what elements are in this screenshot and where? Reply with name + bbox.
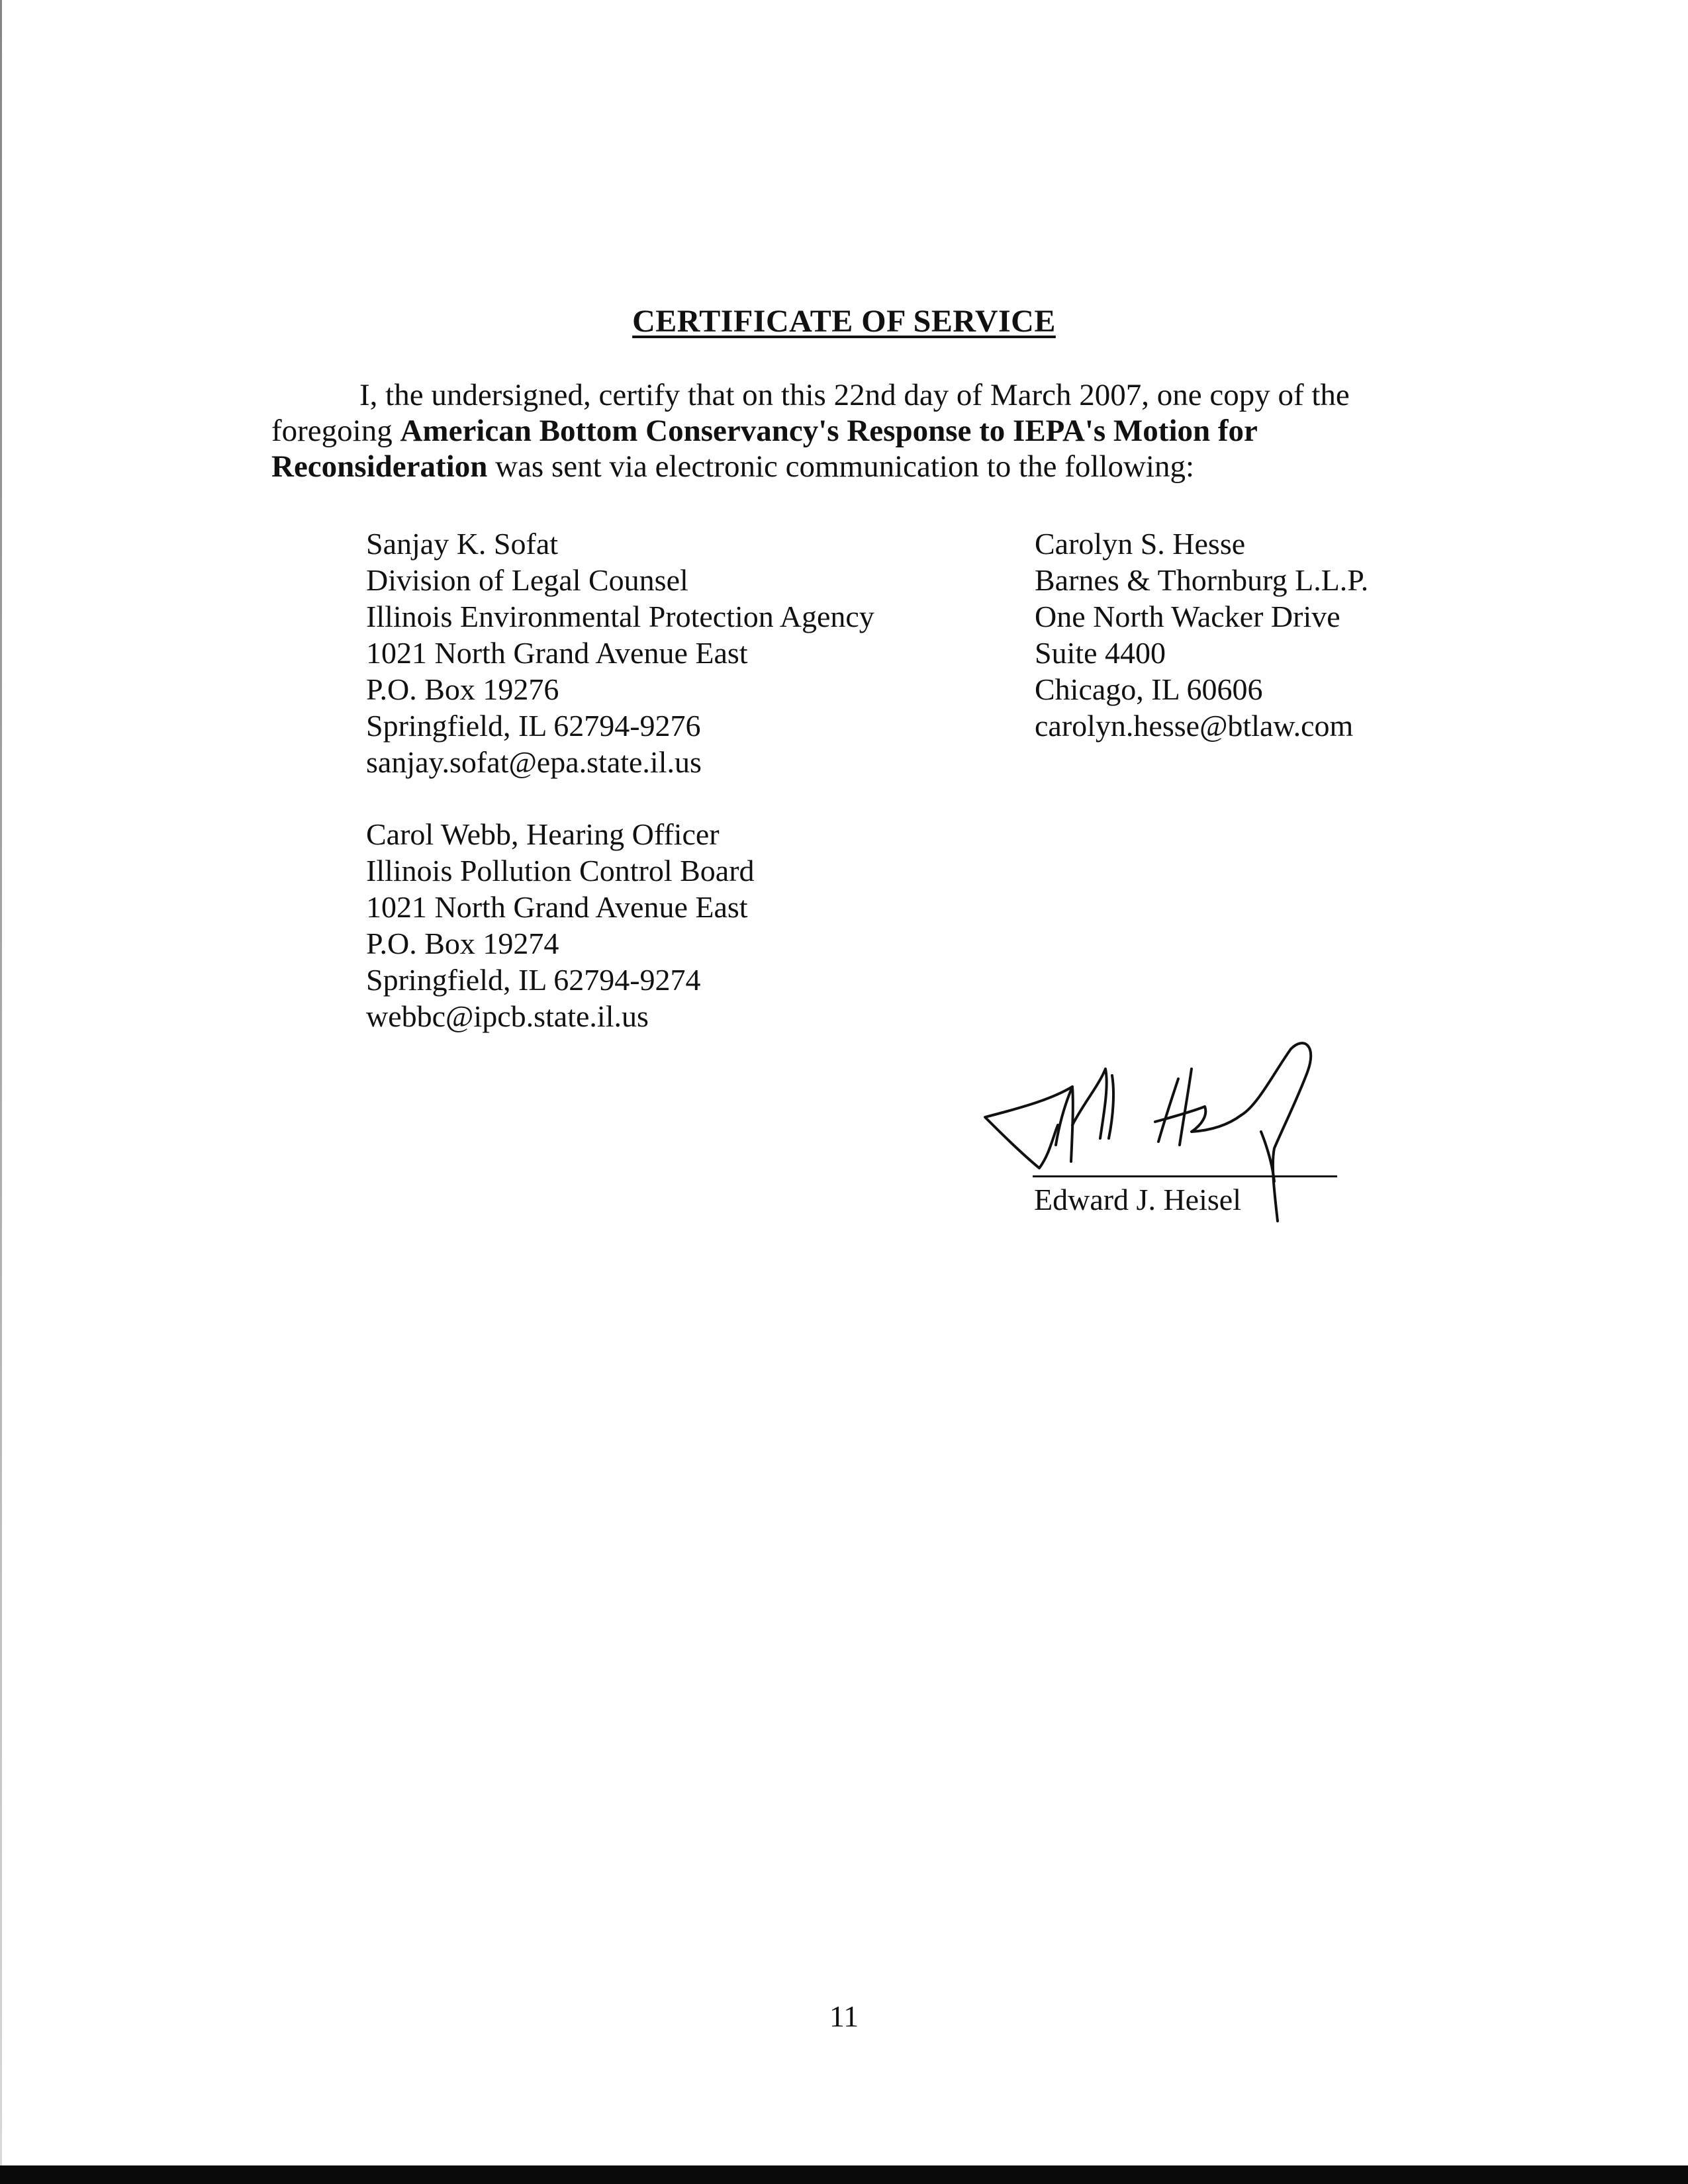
intro-paragraph [271, 377, 1397, 484]
recipient-address-hesse [1035, 525, 1368, 744]
intro-line-2 [271, 413, 1397, 449]
address-line: Illinois Environmental Protection Agency [366, 600, 874, 633]
address-line: 1021 North Grand Avenue East [366, 890, 748, 924]
address-line: Illinois Pollution Control Board [366, 854, 755, 887]
document-title: CERTIFICATE OF SERVICE [632, 304, 1056, 339]
address-line: Carol Webb, Hearing Officer [366, 817, 720, 851]
recipient-address-webb [366, 816, 755, 1034]
address-line: Division of Legal Counsel [366, 563, 688, 597]
address-line: One North Wacker Drive [1035, 600, 1340, 633]
address-line: Chicago, IL 60606 [1035, 672, 1263, 706]
address-email: webbc@ipcb.state.il.us [366, 999, 649, 1033]
address-email: carolyn.hesse@btlaw.com [1035, 709, 1354, 743]
address-email: sanjay.sofat@epa.state.il.us [366, 745, 702, 779]
address-line: Barnes & Thornburg L.L.P. [1035, 563, 1369, 597]
address-line: Springfield, IL 62794-9274 [366, 963, 701, 997]
address-line: 1021 North Grand Avenue East [366, 636, 748, 670]
intro-document-name-part-2: Reconsideration [271, 449, 488, 484]
intro-document-name-part-1: American Bottom Conservancy's Response to IEPA's Motion for [400, 414, 1258, 448]
signature-block [973, 1032, 1397, 1231]
intro-line-1: I, the undersigned, certify that on this 22nd day of March 2007, one copy of the [359, 378, 1350, 412]
address-line: Suite 4400 [1035, 636, 1166, 670]
address-line: Carolyn S. Hesse [1035, 527, 1246, 561]
page-number: 11 [829, 1999, 859, 2033]
intro-line-3-suffix: was sent via electronic communication to the following: [487, 449, 1195, 484]
address-line: Springfield, IL 62794-9276 [366, 709, 701, 743]
address-line: P.O. Box 19276 [366, 672, 559, 706]
signer-name: Edward J. Heisel [1034, 1183, 1241, 1216]
scan-edge-bottom [0, 2165, 1688, 2184]
signature-line [1033, 1175, 1337, 1177]
recipient-address-sofat [366, 525, 874, 780]
intro-line-3 [271, 449, 1397, 484]
intro-line-2-prefix: foregoing [271, 414, 400, 448]
address-line: Sanjay K. Sofat [366, 527, 559, 561]
address-line: P.O. Box 19274 [366, 927, 559, 960]
